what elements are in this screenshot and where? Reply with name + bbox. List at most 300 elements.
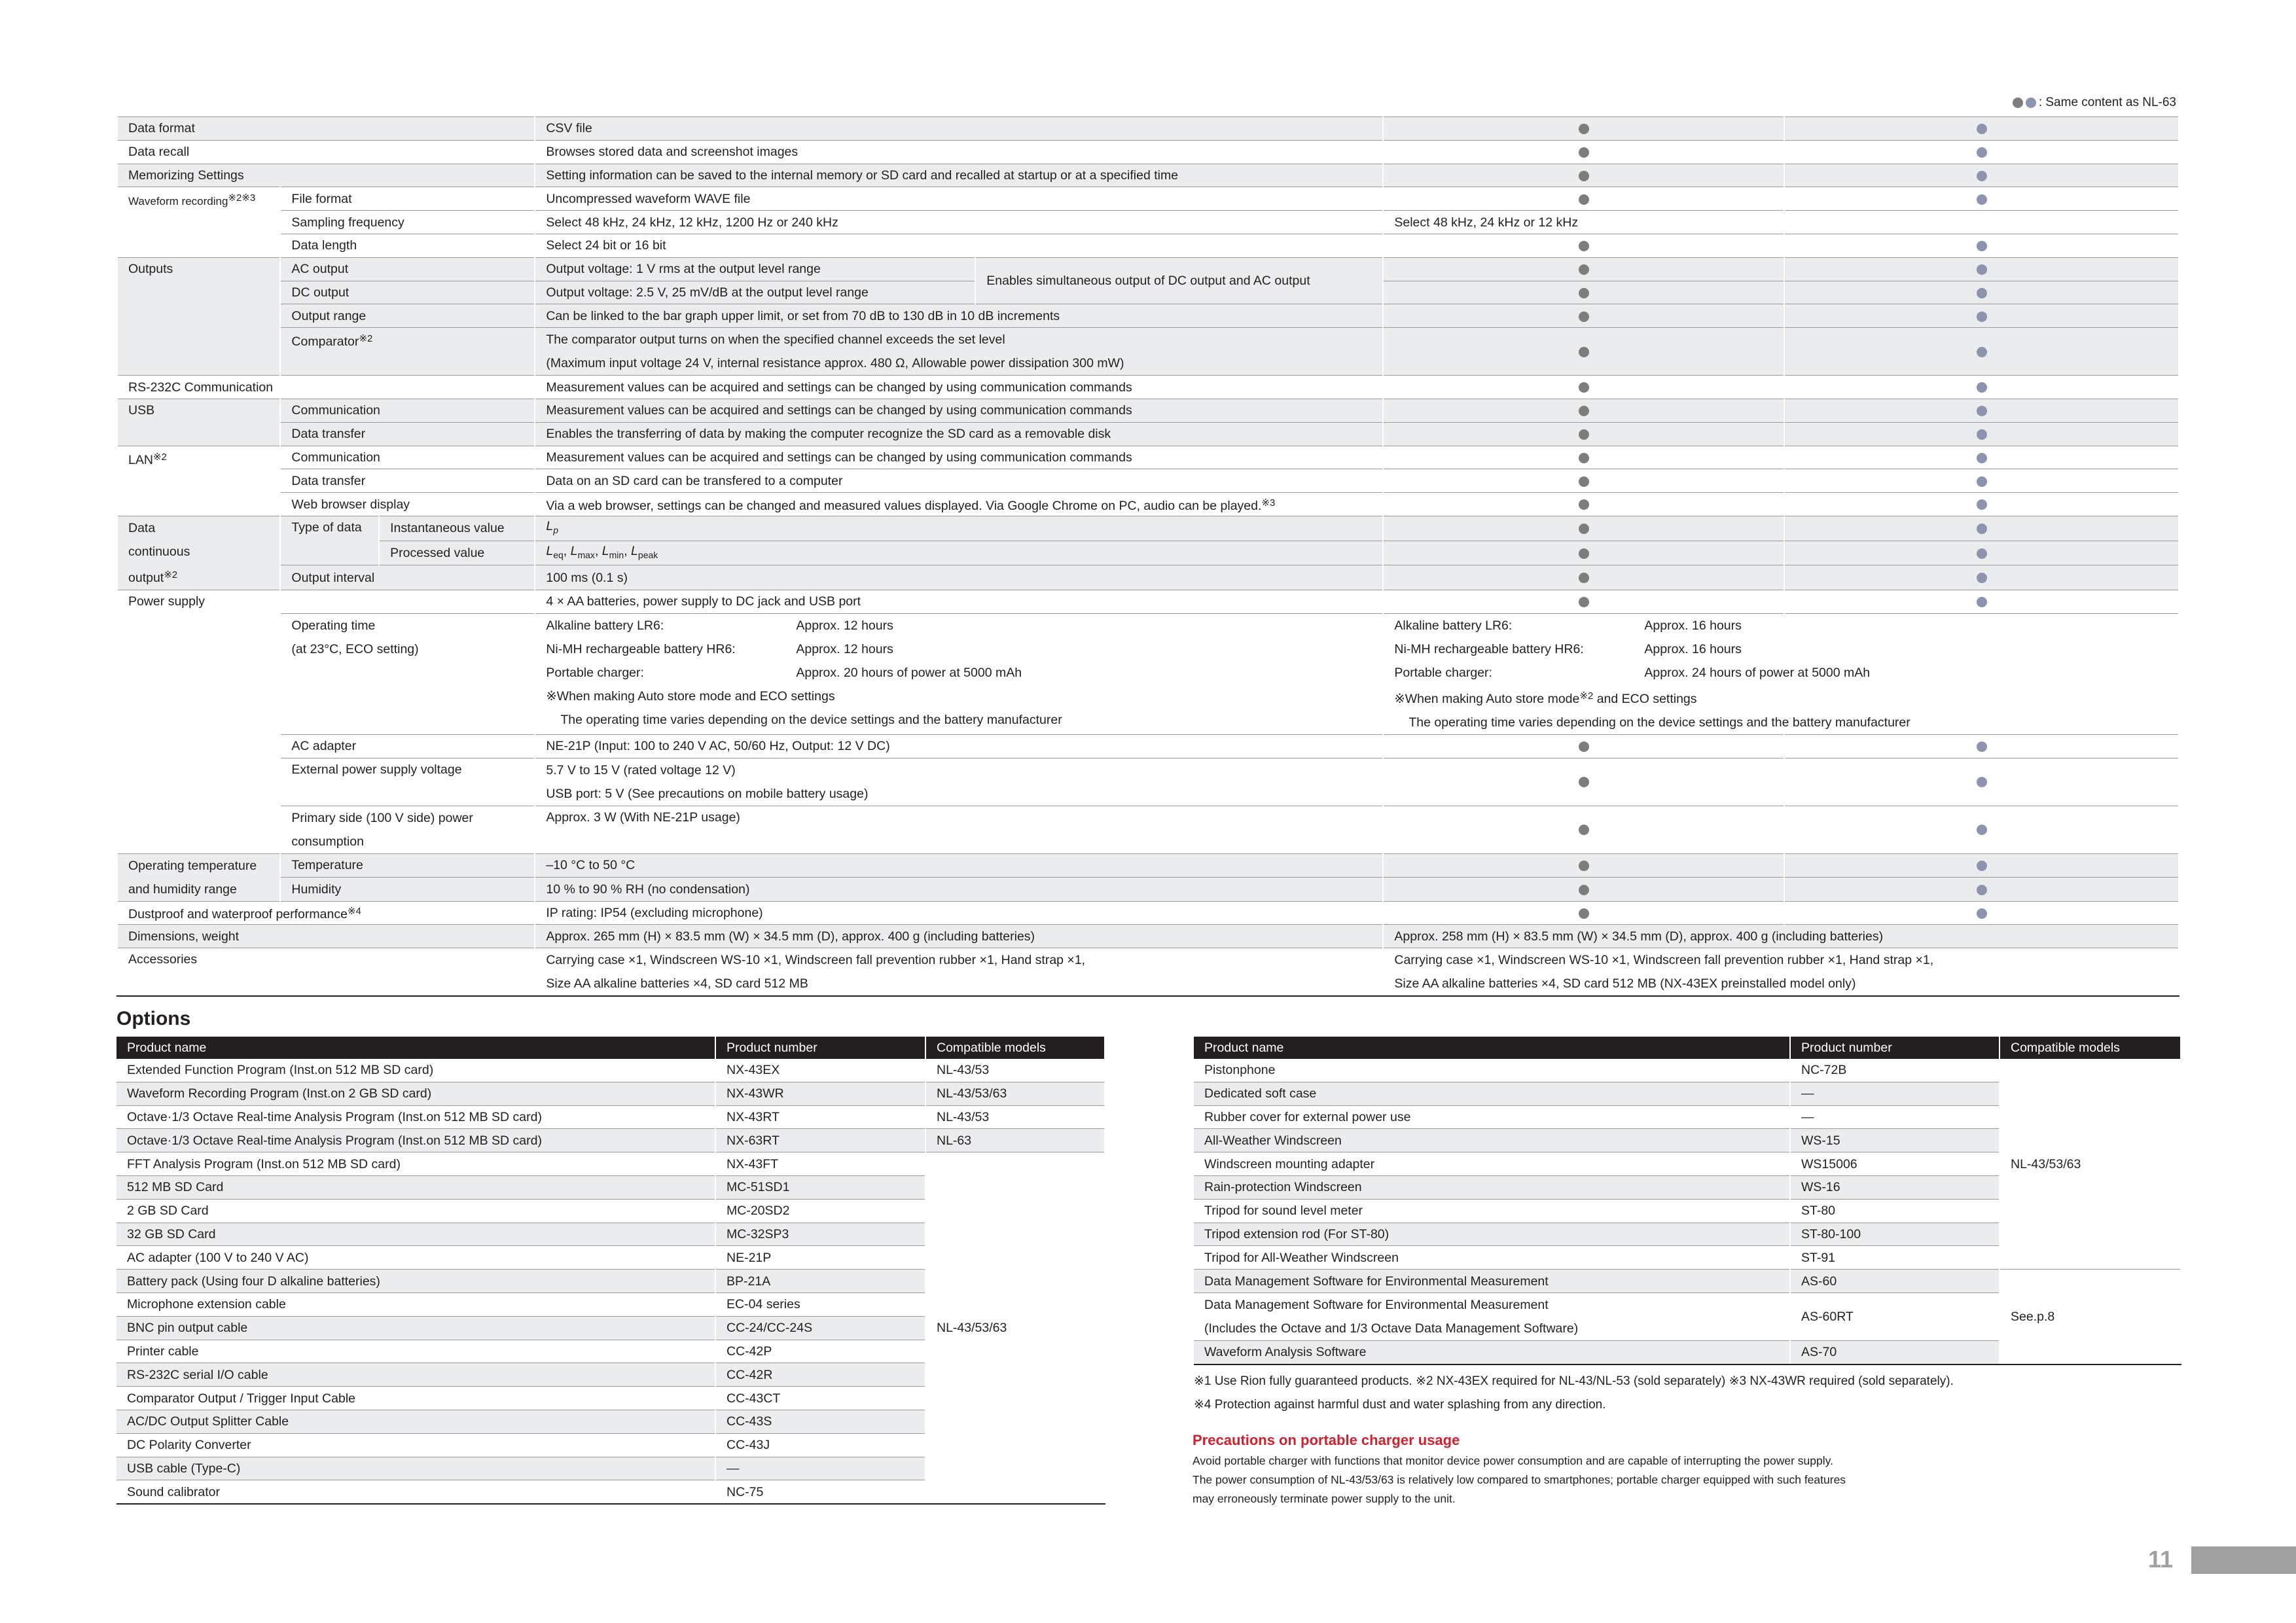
spec-value-line: Carrying case ×1, Windscreen WS-10 ×1, Windscreen fall prevention rubber ×1, Hand strap ×1, [546,953,1086,968]
spec-row-sampling [117,211,2179,234]
product-name: Pistonphone [1194,1059,1790,1082]
spec-row-temperature [117,853,2179,878]
spec-sublabel: Sampling frequency [280,211,535,234]
bullet-icon [1579,597,1589,607]
product-name-line: (Includes the Octave and 1/3 Octave Data Management Software) [1204,1321,1579,1336]
product-name [1194,1293,1790,1340]
spec-value: CSV file [535,117,1383,141]
product-number: AS-70 [1790,1340,2000,1364]
spec-label: Accessories [117,948,535,997]
spec-value [535,758,1383,806]
bullet-icon [1579,288,1589,298]
nl43-cell [1383,516,1784,541]
spec-value: Data on an SD card can be transfered to a computer [535,469,1383,493]
product-number: CC-43CT [715,1387,925,1410]
product-number: — [1790,1082,2000,1105]
spec-value-line: The comparator output turns on when the specified channel exceeds the set level [546,332,1005,348]
nl53-cell [1784,422,2179,446]
nl53-cell [1784,187,2179,211]
spec-row-output-interval [117,565,2179,590]
bullet-icon [1579,347,1589,357]
footnote-mark: ※2 [152,451,167,463]
spec-row-lan-transfer [117,469,2179,493]
symbol-sub: min [609,549,624,560]
footnote-mark: ※3 [1261,497,1276,508]
footnote-line: ※4 Protection against harmful dust and water splashing from any direction. [1194,1398,1606,1412]
spec-label-line: continuous [128,544,190,559]
nl43-cell [1383,304,1784,328]
spec-value-key: Ni-MH rechargeable battery HR6: [546,641,736,656]
spec-value-operating-time-nl63 [1383,613,2179,734]
nl53-dot-icon [2026,98,2036,108]
nl43-cell [1383,281,1784,304]
nl43-cell [1383,257,1784,281]
bullet-icon [1579,429,1589,440]
footnote-line: ※1 Use Rion fully guaranteed products. ※2 NX-43EX required for NL-43/NL-53 (sold separately) ※3 NX-43WR required (sold separately). [1194,1374,1954,1388]
page-number: 11 [2148,1546,2174,1573]
symbol-l: L [601,543,609,558]
spec-value-line: 5.7 V to 15 V (rated voltage 12 V) [546,762,736,777]
spec-value: Approx. 265 mm (H) × 83.5 mm (W) × 34.5 mm (D), approx. 400 g (including batteries) [535,925,1383,948]
options-header-row [1194,1037,2181,1059]
legend [2013,96,2176,110]
spec-value-line [546,614,1372,637]
spec-value: Approx. 3 W (With NE-21P usage) [535,806,1383,853]
options-header-row [117,1037,1105,1059]
spec-row-data-format [117,117,2179,141]
spec-value: Uncompressed waveform WAVE file [535,187,1383,211]
product-name: Waveform Analysis Software [1194,1340,1790,1364]
spec-value-simultaneous: Enables simultaneous output of DC output and AC output [975,257,1383,304]
product-name: Comparator Output / Trigger Input Cable [117,1387,715,1410]
bullet-icon [1977,124,1987,134]
nl43-cell [1383,422,1784,446]
spec-group-waveform [117,187,280,257]
spec-row-rs232c [117,376,2179,399]
compatible-models: NL-63 [925,1129,1105,1152]
spec-sublabel: DC output [280,281,535,304]
product-number: EC-04 series [715,1293,925,1316]
product-number: NC-72B [1790,1059,2000,1082]
bullet-icon [1579,908,1589,919]
spec-table [117,116,2179,997]
spec-sublabel: Instantaneous value [379,516,535,541]
nl53-cell [1784,140,2179,164]
product-name: Microphone extension cable [117,1293,715,1316]
table-row [1194,1059,2181,1082]
product-name-line: Data Management Software for Environmental Measurement [1204,1297,1549,1312]
product-number: ST-91 [1790,1246,2000,1270]
col-header-compatible-models: Compatible models [925,1037,1105,1059]
spec-value: Setting information can be saved to the internal memory or SD card and recalled at startup or at a specified time [535,164,1383,187]
spec-sublabel-line: Primary side (100 V side) power [291,810,473,825]
spec-sublabel [280,328,535,376]
product-number: AS-60RT [1790,1293,2000,1340]
spec-value-val: Approx. 12 hours [796,618,893,633]
spec-sublabel [280,613,535,734]
spec-row-humidity [117,878,2179,902]
bullet-icon [1579,573,1589,583]
spec-value-note: The operating time varies depending on the device settings and the battery manufacturer [1408,715,1910,730]
product-number: — [1790,1105,2000,1129]
precautions-text [1193,1452,1846,1508]
symbol-l: L [631,543,638,558]
footnote-mark: ※4 [347,905,361,917]
spec-row-instantaneous [117,516,2179,541]
product-name: Octave·1/3 Octave Real-time Analysis Program (Inst.on 512 MB SD card) [117,1105,715,1129]
spec-value-note: ※When making Auto store mode and ECO settings [546,688,835,704]
bullet-icon [1977,861,1987,871]
spec-value: IP rating: IP54 (excluding microphone) [535,901,1383,925]
product-number: MC-32SP3 [715,1222,925,1246]
compatible-models-merged: NL-43/53/63 [2000,1059,2181,1270]
compatible-models-merged: See.p.8 [2000,1270,2181,1364]
product-number: NX-43WR [715,1082,925,1105]
bullet-icon [1579,382,1589,393]
product-name: DC Polarity Converter [117,1433,715,1457]
spec-row-accessories [117,948,2179,997]
product-name: Windscreen mounting adapter [1194,1152,1790,1176]
spec-value: Measurement values can be acquired and settings can be changed by using communication commands [535,376,1383,399]
bullet-icon [1977,288,1987,298]
spec-group-usb: USB [117,399,280,446]
spec-value [535,493,1383,516]
product-number: MC-51SD1 [715,1175,925,1199]
nl53-cell [1784,446,2179,469]
spec-value [535,948,1383,997]
spec-value-val: Approx. 20 hours of power at 5000 mAh [796,665,1022,680]
spec-value-line [1394,661,2168,685]
spec-group-outputs: Outputs [117,257,280,375]
spec-sublabel: External power supply voltage [280,758,535,806]
product-name: 32 GB SD Card [117,1222,715,1246]
compatible-models-merged: NL-43/53/63 [925,1152,1105,1504]
product-name: Extended Function Program (Inst.on 512 MB SD card) [117,1059,715,1082]
bullet-icon [1977,312,1987,322]
bullet-icon [1579,741,1589,752]
spec-value-key: Alkaline battery LR6: [546,618,664,633]
spec-value-val: Approx. 16 hours [1644,618,1742,633]
bullet-icon [1579,171,1589,181]
bullet-icon [1977,406,1987,416]
spec-row-data-length [117,234,2179,257]
bullet-icon [1977,885,1987,895]
nl53-cell [1784,399,2179,422]
product-number: NX-43EX [715,1059,925,1082]
spec-label: Data recall [117,140,535,164]
spec-sublabel-line: consumption [291,834,364,849]
bullet-icon [1977,347,1987,357]
nl43-cell [1383,541,1784,565]
bullet-icon [1977,476,1987,487]
bullet-icon [1977,147,1987,158]
product-number: NE-21P [715,1246,925,1270]
symbol-l: L [570,543,578,558]
spec-row-web-browser [117,493,2179,516]
bullet-icon [1579,124,1589,134]
spec-row-data-recall [117,140,2179,164]
product-name: Rain-protection Windscreen [1194,1175,1790,1199]
spec-value-nl63: Select 48 kHz, 24 kHz or 12 kHz [1383,211,2179,234]
symbol-sub: max [577,549,595,560]
nl43-cell [1383,164,1784,187]
spec-value: Select 48 kHz, 24 kHz, 12 kHz, 1200 Hz or 240 kHz [535,211,1383,234]
bullet-icon [1579,825,1589,835]
product-name: Dedicated soft case [1194,1082,1790,1105]
bullet-icon [1579,861,1589,871]
spec-value-key: Ni-MH rechargeable battery HR6: [1394,641,1584,656]
nl43-cell [1383,901,1784,925]
bullet-icon [1579,264,1589,275]
spec-sublabel: Data length [280,234,535,257]
product-number: ST-80 [1790,1199,2000,1222]
nl43-dot-icon [2013,98,2023,108]
spec-sublabel: File format [280,187,535,211]
product-name: 2 GB SD Card [117,1199,715,1222]
symbol-sub: peak [637,549,658,560]
nl53-cell [1784,376,2179,399]
bullet-icon [1579,476,1589,487]
bullet-icon [1977,777,1987,787]
bullet-icon [1579,194,1589,205]
symbol-l: L [546,543,554,558]
spec-value-val: Approx. 16 hours [1644,641,1742,656]
product-name: Waveform Recording Program (Inst.on 2 GB SD card) [117,1082,715,1105]
bullet-icon [1579,548,1589,559]
footnote-mark: ※2 [359,333,373,345]
nl53-cell [1784,878,2179,902]
col-header-product-number: Product number [1790,1037,2000,1059]
spec-sublabel: Output interval [280,565,535,590]
product-name: Tripod extension rod (For ST-80) [1194,1222,1790,1246]
spec-row-usb-communication [117,399,2179,422]
spec-group-operating [117,853,280,901]
nl43-cell [1383,328,1784,376]
spec-value: Output voltage: 2.5 V, 25 mV/dB at the output level range [535,281,975,304]
spec-value-key: Portable charger: [1394,665,1492,680]
spec-label: RS-232C Communication [117,376,535,399]
spec-sublabel: AC adapter [280,734,535,758]
spec-row-dimensions [117,925,2179,948]
table-row [117,1105,1105,1129]
table-row [1194,1270,2181,1293]
nl53-cell [1784,281,2179,304]
spec-sublabel: Humidity [280,878,535,902]
spec-row-memorizing [117,164,2179,187]
product-number: AS-60 [1790,1270,2000,1293]
bullet-icon [1977,429,1987,440]
nl43-cell [1383,878,1784,902]
spec-row-usb-transfer [117,422,2179,446]
spec-sublabel-text: Comparator [291,334,359,349]
col-header-product-name: Product name [1194,1037,1790,1059]
spec-sublabel: Data transfer [280,469,535,493]
nl43-cell [1383,376,1784,399]
product-number: — [715,1457,925,1480]
nl53-cell [1784,758,2179,806]
nl53-cell [1784,117,2179,141]
bullet-icon [1977,241,1987,251]
bullet-icon [1579,885,1589,895]
table-row [117,1082,1105,1105]
spec-label-text: output [128,570,164,585]
product-name: USB cable (Type-C) [117,1457,715,1480]
spec-label-line: and humidity range [128,882,237,897]
spec-value: Measurement values can be acquired and settings can be changed by using communication commands [535,399,1383,422]
spec-label: LAN [128,452,153,467]
spec-value-note-text: and ECO settings [1593,691,1697,706]
spec-label: Waveform recording [128,195,228,208]
col-header-compatible-models: Compatible models [2000,1037,2181,1059]
spec-value-line [1394,614,2168,637]
product-number: NX-43RT [715,1105,925,1129]
nl43-cell [1383,469,1784,493]
product-number: WS-16 [1790,1175,2000,1199]
product-number: NC-75 [715,1480,925,1504]
spec-sublabel-type: Type of data [280,516,379,565]
nl53-cell [1784,565,2179,590]
spec-value: Measurement values can be acquired and settings can be changed by using communication commands [535,446,1383,469]
spec-value-line: Size AA alkaline batteries ×4, SD card 512 MB [546,976,808,991]
bullet-icon [1977,908,1987,919]
spec-value-val: Approx. 24 hours of power at 5000 mAh [1644,665,1871,680]
spec-row-dustproof [117,901,2179,925]
spec-label-line [128,563,269,590]
nl43-cell [1383,446,1784,469]
product-name: BNC pin output cable [117,1316,715,1340]
precautions-line: may erroneously terminate power supply to the unit. [1193,1492,1456,1505]
spec-sublabel: Processed value [379,541,535,565]
bullet-icon [1977,171,1987,181]
bullet-icon [1579,499,1589,510]
spec-label: Memorizing Settings [117,164,535,187]
spec-value: Output voltage: 1 V rms at the output level range [535,257,975,281]
product-number: CC-24/CC-24S [715,1316,925,1340]
spec-value [535,516,1383,541]
page-tab-bar [2191,1546,2296,1574]
precautions-line: The power consumption of NL-43/53/63 is relatively low compared to smartphones; portable charger equipped with such features [1193,1473,1846,1486]
table-row [117,1152,1105,1176]
symbol-sub: p [553,525,558,536]
table-row [117,1129,1105,1152]
spec-value-note-text: ※When making Auto store mode [1394,691,1580,706]
nl53-cell [1784,901,2179,925]
bullet-icon [1977,597,1987,607]
spec-value: –10 °C to 50 °C [535,853,1383,878]
nl43-cell [1383,187,1784,211]
spec-value [535,328,1383,376]
col-header-product-name: Product name [117,1037,715,1059]
nl43-cell [1383,758,1784,806]
product-name: AC adapter (100 V to 240 V AC) [117,1246,715,1270]
product-name: All-Weather Windscreen [1194,1129,1790,1152]
spec-sublabel: Output range [280,304,535,328]
product-name: Rubber cover for external power use [1194,1105,1790,1129]
spec-sublabel [280,806,535,853]
compatible-models: NL-43/53/63 [925,1082,1105,1105]
footnote-mark: ※2 [1579,690,1594,702]
bullet-icon [1977,453,1987,463]
spec-group-data-continuous-output [117,516,280,590]
product-number: CC-42P [715,1340,925,1363]
spec-value-line [1394,637,2168,661]
spec-sublabel: Web browser display [280,493,535,516]
table-row [117,1059,1105,1082]
spec-row-lan-communication [117,446,2179,469]
spec-value: 10 % to 90 % RH (no condensation) [535,878,1383,902]
bullet-icon [1977,194,1987,205]
spec-value-note [1394,685,2168,711]
options-table-left [117,1037,1105,1505]
spec-row-primary-power [117,806,2179,853]
footnote-mark: ※2※3 [228,192,256,204]
nl53-cell [1784,806,2179,853]
bullet-icon [1579,524,1589,534]
spec-value-line: USB port: 5 V (See precautions on mobile battery usage) [546,786,869,801]
spec-row-output-range [117,304,2179,328]
spec-label-line: Operating temperature [128,858,257,873]
spec-label: Dimensions, weight [117,925,535,948]
spec-row-ac-output [117,257,2179,281]
spec-value-line [546,637,1372,661]
symbol-sub: eq [553,549,564,560]
spec-value-line: (Maximum input voltage 24 V, internal resistance approx. 480 Ω, Allowable power dissipation 300 mW) [546,356,1124,371]
product-name: 512 MB SD Card [117,1175,715,1199]
spec-row-operating-time [117,613,2179,734]
nl43-cell [1383,806,1784,853]
options-heading: Options [117,1008,191,1029]
spec-value: 100 ms (0.1 s) [535,565,1383,590]
nl53-cell [1784,257,2179,281]
bullet-icon [1977,573,1987,583]
product-name: Sound calibrator [117,1480,715,1504]
nl43-cell [1383,590,1784,613]
product-number: CC-43S [715,1410,925,1433]
product-number: NX-43FT [715,1152,925,1176]
bullet-icon [1977,382,1987,393]
spec-value-nl63: Approx. 258 mm (H) × 83.5 mm (W) × 34.5 mm (D), approx. 400 g (including batteries) [1383,925,2179,948]
nl43-cell [1383,853,1784,878]
spec-sublabel: Communication [280,399,535,422]
bullet-icon [1977,825,1987,835]
product-name: RS-232C serial I/O cable [117,1363,715,1387]
spec-label-text: Dustproof and waterproof performance [128,906,348,921]
spec-value: Can be linked to the bar graph upper limit, or set from 70 dB to 130 dB in 10 dB increments [535,304,1383,328]
spec-value-text: Via a web browser, settings can be changed and measured values displayed. Via Google Chrome on PC, audio can be played. [546,498,1262,513]
spec-value-line [546,661,1372,685]
nl43-cell [1383,399,1784,422]
bullet-icon [1977,264,1987,275]
spec-value: Select 24 bit or 16 bit [535,234,1383,257]
bullet-icon [1579,147,1589,158]
nl53-cell [1784,541,2179,565]
nl43-cell [1383,117,1784,141]
nl43-cell [1383,734,1784,758]
nl53-cell [1784,590,2179,613]
spec-value-operating-time [535,613,1383,734]
spec-label: Data format [117,117,535,141]
nl53-cell [1784,164,2179,187]
spec-sublabel: Temperature [280,853,535,878]
legend-text: : Same content as NL-63 [2038,96,2176,109]
spec-group-power: Power supply [117,590,280,853]
footnotes [1194,1370,1954,1417]
spec-sublabel-empty [280,590,535,613]
symbol-l: L [546,519,554,534]
spec-value: NE-21P (Input: 100 to 240 V AC, 50/60 Hz, Output: 12 V DC) [535,734,1383,758]
spec-row-file-format [117,187,2179,211]
compatible-models: NL-43/53 [925,1059,1105,1082]
